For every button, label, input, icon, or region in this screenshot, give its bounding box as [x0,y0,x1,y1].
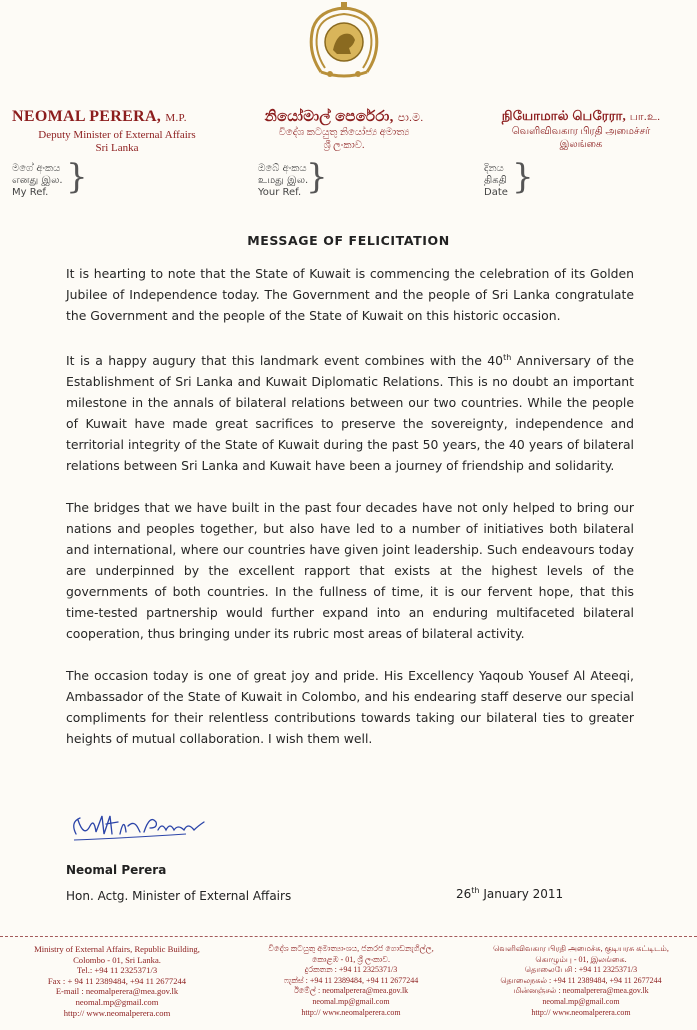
paragraph-2: It is a happy augury that this landmark event combines with the 40th Anniversary of the Establishment of Sri Lanka and Kuwait Diplomatic Relations. This is no doubt an important milestone in the annals of bilateral relations between our two countries. While the people of Kuwait have made great sacrifices to preserve the sovereignty, independence and territorial integrity of the State of Kuwait during the past 50 years, the 40 years of bilateral relations between Sri Lanka and Kuwait have been a journey of friendship and solidarity. [66,353,634,474]
handwritten-signature [66,808,216,848]
letterhead-country-english: Sri Lanka [95,142,139,154]
paragraph-3: The bridges that we have built in the past four decades have not only helped to bring our nations and peoples together, but also have led to a number of initiatives both bilateral and international, where our countries have given joint leadership. Such endeavours today are underpinned by the excellent rapport that exists at the highest levels of the governments of both countries. In the fullness of time, it is our fervent hope, that this time-tested partnership would further expand into an enduring multifaceted bilateral cooperation, thus bringing under its rubric most areas of bilateral activity. [66,500,634,642]
letter-heading: MESSAGE OF FELICITATION [247,233,450,248]
my-ref-brace-icon: } [66,157,88,197]
letterhead-sinhala [234,108,454,152]
paragraph-1: It is hearting to note that the State of Kuwait is commencing the celebration of its Golden Jubilee of Independence today. The Government and the people of Sri Lanka congratulate the Government and the people of the State of Kuwait on this historic occasion. [66,266,634,323]
letter-body [66,263,634,770]
letterhead-tamil [470,108,692,151]
letterhead-name-sinhala: නියෝමාල් පෙරේරා, පා.ම. [264,109,424,125]
letter-date: 26th January 2011 [456,886,564,901]
my-ref-label: මගේ අංකය எனது இல. My Ref. [12,163,63,198]
signer-name: Neomal Perera [66,863,167,877]
footer-sinhala: විදේශ කටයුතු අමාත්‍යාංශය, ජනරජ ගොඩනැගිල්ල, කොළඹ - 01, ශ්‍රී ලංකාව. දුරකතන : +94 11 2325371/3 ෆැක්ස් : +94 11 2389484, +94 11 2677244 ඊමේල් : neomalperera@mea.gov.lk neomal.mp@gmail.com http:// www.neomalperera.com [268,944,434,1017]
letterhead-title-sinhala: විදේශ කටයුතු නියෝජ්‍ය අමාත්‍ය [278,127,410,138]
date-ref-brace-icon: } [512,157,534,197]
sri-lanka-emblem-icon [303,2,385,80]
paragraph-4: The occasion today is one of great joy and pride. His Excellency Yaqoub Yousef Al Ateeqi, Ambassador of the State of Kuwait in Colombo, and his endearing staff deserve our special compliments for their relentless contributions towards taking our bilateral ties to greater heights of mutual collaboration. I wish them well. [66,668,634,747]
letterhead-name-tamil: நியோமால் பெரேரா, பா.உ. [501,108,661,123]
signer-title: Hon. Actg. Minister of External Affairs [66,889,292,903]
footer-tamil: வெளிவிவகார பிரதி அமைச்சு, குடியரசு கட்டிடம், கொழும்பு - 01, இலங்கை. தொலைபேசி : +94 11 2325371/3 தொலைநகல் : +94 11 2389484, +94 11 2677244 மின்னஞ்சல் : neomalperera@mea.gov.lk neomal.mp@gmail.com http:// www.neomalperera.com [493,944,669,1017]
letterhead-country-sinhala: ශ්‍රී ලංකාව. [323,140,365,151]
footer-divider [0,936,697,937]
your-ref-label: ඔබේ අංකය உமது இல. Your Ref. [258,163,309,198]
footer-english: Ministry of External Affairs, Republic Building, Colombo - 01, Sri Lanka. Tel.: +94 11 2325371/3 Fax : + 94 11 2389484, +94 11 2677244 E-mail : neomalperera@mea.gov.lk neomal.mp@gmail.com http:// www.neomalperera.com [34,944,200,1018]
letterhead-name-english: NEOMAL PERERA, M.P. [12,108,187,125]
letterhead-title-english: Deputy Minister of External Affairs [38,129,196,141]
your-ref-brace-icon: } [306,157,328,197]
date-ref-label: දිනය திகதி Date [484,163,508,198]
letterhead-title-tamil: வெளிவிவகார பிரதி அமைச்சர் [511,126,651,137]
letterhead-english [12,108,222,155]
letterhead-country-tamil: இலங்கை [559,139,603,150]
